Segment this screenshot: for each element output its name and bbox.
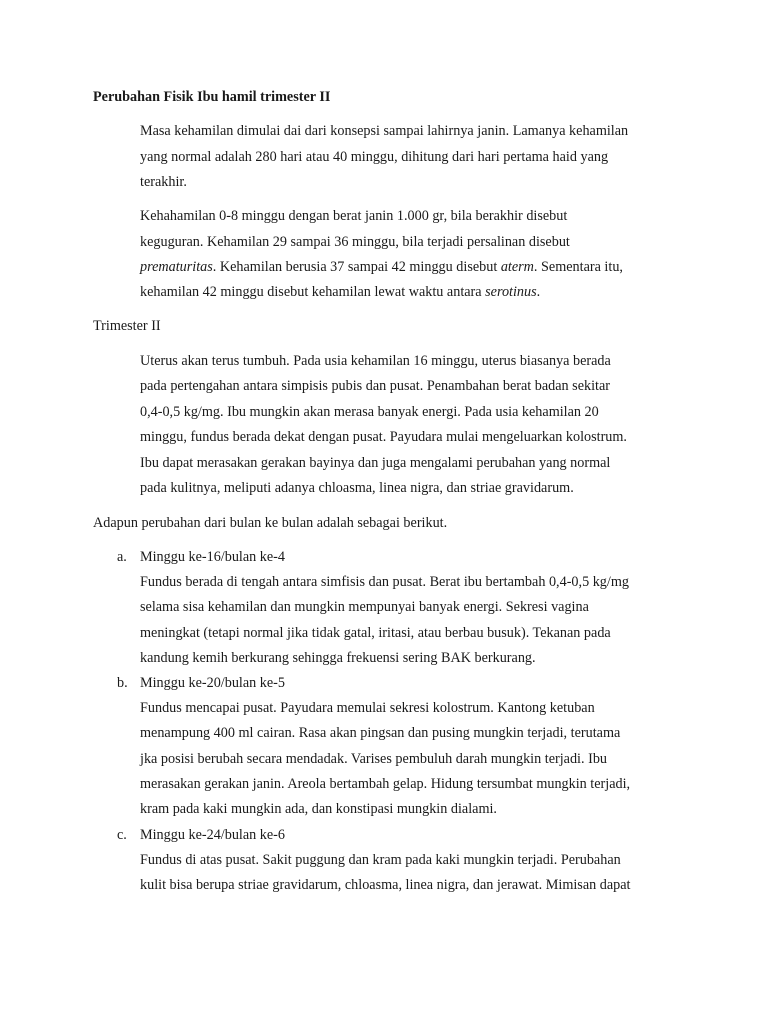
paragraph-line: yang normal adalah 280 hari atau 40 minggu, dihitung dari hari pertama haid yang bbox=[140, 149, 609, 165]
paragraph-line: pada pertengahan antara simpisis pubis dan pusat. Penambahan berat badan sekitar bbox=[140, 378, 611, 394]
paragraph-line: 0,4-0,5 kg/mg. Ibu mungkin akan merasa banyak energi. Pada usia kehamilan 20 bbox=[140, 404, 599, 420]
italic-term: aterm bbox=[500, 259, 534, 275]
paragraph-text: kehamilan 42 minggu disebut kehamilan lewat waktu antara bbox=[140, 284, 486, 300]
list-item-line: kandung kemih berkurang sehingga frekuensi sering BAK berkurang. bbox=[140, 650, 536, 666]
paragraph-text: . bbox=[536, 284, 541, 300]
list-item-line: jka posisi berubah secara mendadak. Varises pembuluh darah mungkin terjadi. Ibu bbox=[140, 751, 608, 767]
document-title: Perubahan Fisik Ibu hamil trimester II bbox=[93, 89, 331, 105]
list-marker: a. bbox=[117, 549, 127, 565]
section-heading: Trimester II bbox=[93, 318, 161, 334]
paragraph-line bbox=[140, 283, 540, 301]
paragraph-line: Ibu dapat merasakan gerakan bayinya dan juga mengalami perubahan yang normal bbox=[140, 455, 611, 471]
paragraph-text: . Kehamilan berusia 37 sampai 42 minggu disebut bbox=[212, 259, 501, 275]
paragraph-line bbox=[140, 258, 623, 276]
list-item-line: Fundus di atas pusat. Sakit puggung dan kram pada kaki mungkin terjadi. Perubahan bbox=[140, 852, 621, 868]
list-item-line: meningkat (tetapi normal jika tidak gatal, iritasi, atau berbau busuk). Tekanan pada bbox=[140, 625, 611, 641]
list-item-line: menampung 400 ml cairan. Rasa akan pingsan dan pusing mungkin terjadi, terutama bbox=[140, 725, 621, 741]
list-item-line: selama sisa kehamilan dan mungkin mempunyai banyak energi. Sekresi vagina bbox=[140, 599, 589, 615]
paragraph-line: Masa kehamilan dimulai dai dari konsepsi sampai lahirnya janin. Lamanya kehamilan bbox=[140, 123, 629, 139]
italic-term: prematuritas bbox=[140, 259, 213, 275]
list-item-heading: Minggu ke-16/bulan ke-4 bbox=[140, 549, 285, 565]
list-item-line: kulit bisa berupa striae gravidarum, chloasma, linea nigra, dan jerawat. Mimisan dapat bbox=[140, 877, 631, 893]
list-item-line: kram pada kaki mungkin ada, dan konstipasi mungkin dialami. bbox=[140, 801, 497, 817]
paragraph-line: pada kulitnya, meliputi adanya chloasma, linea nigra, dan striae gravidarum. bbox=[140, 480, 574, 496]
list-intro: Adapun perubahan dari bulan ke bulan adalah sebagai berikut. bbox=[93, 515, 448, 531]
list-item-line: merasakan gerakan janin. Areola bertambah gelap. Hidung tersumbat mungkin terjadi, bbox=[140, 776, 631, 792]
list-item-line: Fundus mencapai pusat. Payudara memulai sekresi kolostrum. Kantong ketuban bbox=[140, 700, 595, 716]
italic-term: serotinus bbox=[485, 284, 537, 300]
paragraph-line: minggu, fundus berada dekat dengan pusat. Payudara mulai mengeluarkan kolostrum. bbox=[140, 429, 627, 445]
list-marker: b. bbox=[117, 675, 128, 691]
list-item-line: Fundus berada di tengah antara simfisis dan pusat. Berat ibu bertambah 0,4-0,5 kg/mg bbox=[140, 574, 629, 590]
paragraph-line: keguguran. Kehamilan 29 sampai 36 minggu, bila terjadi persalinan disebut bbox=[140, 234, 570, 250]
list-marker: c. bbox=[117, 827, 127, 843]
paragraph-line: terakhir. bbox=[140, 174, 187, 190]
list-item-heading: Minggu ke-20/bulan ke-5 bbox=[140, 675, 285, 691]
paragraph-line: Kehahamilan 0-8 minggu dengan berat janin 1.000 gr, bila berakhir disebut bbox=[140, 208, 568, 224]
list-item-heading: Minggu ke-24/bulan ke-6 bbox=[140, 827, 285, 843]
paragraph-text: . Sementara itu, bbox=[533, 259, 623, 275]
paragraph-line: Uterus akan terus tumbuh. Pada usia kehamilan 16 minggu, uterus biasanya berada bbox=[140, 353, 611, 369]
